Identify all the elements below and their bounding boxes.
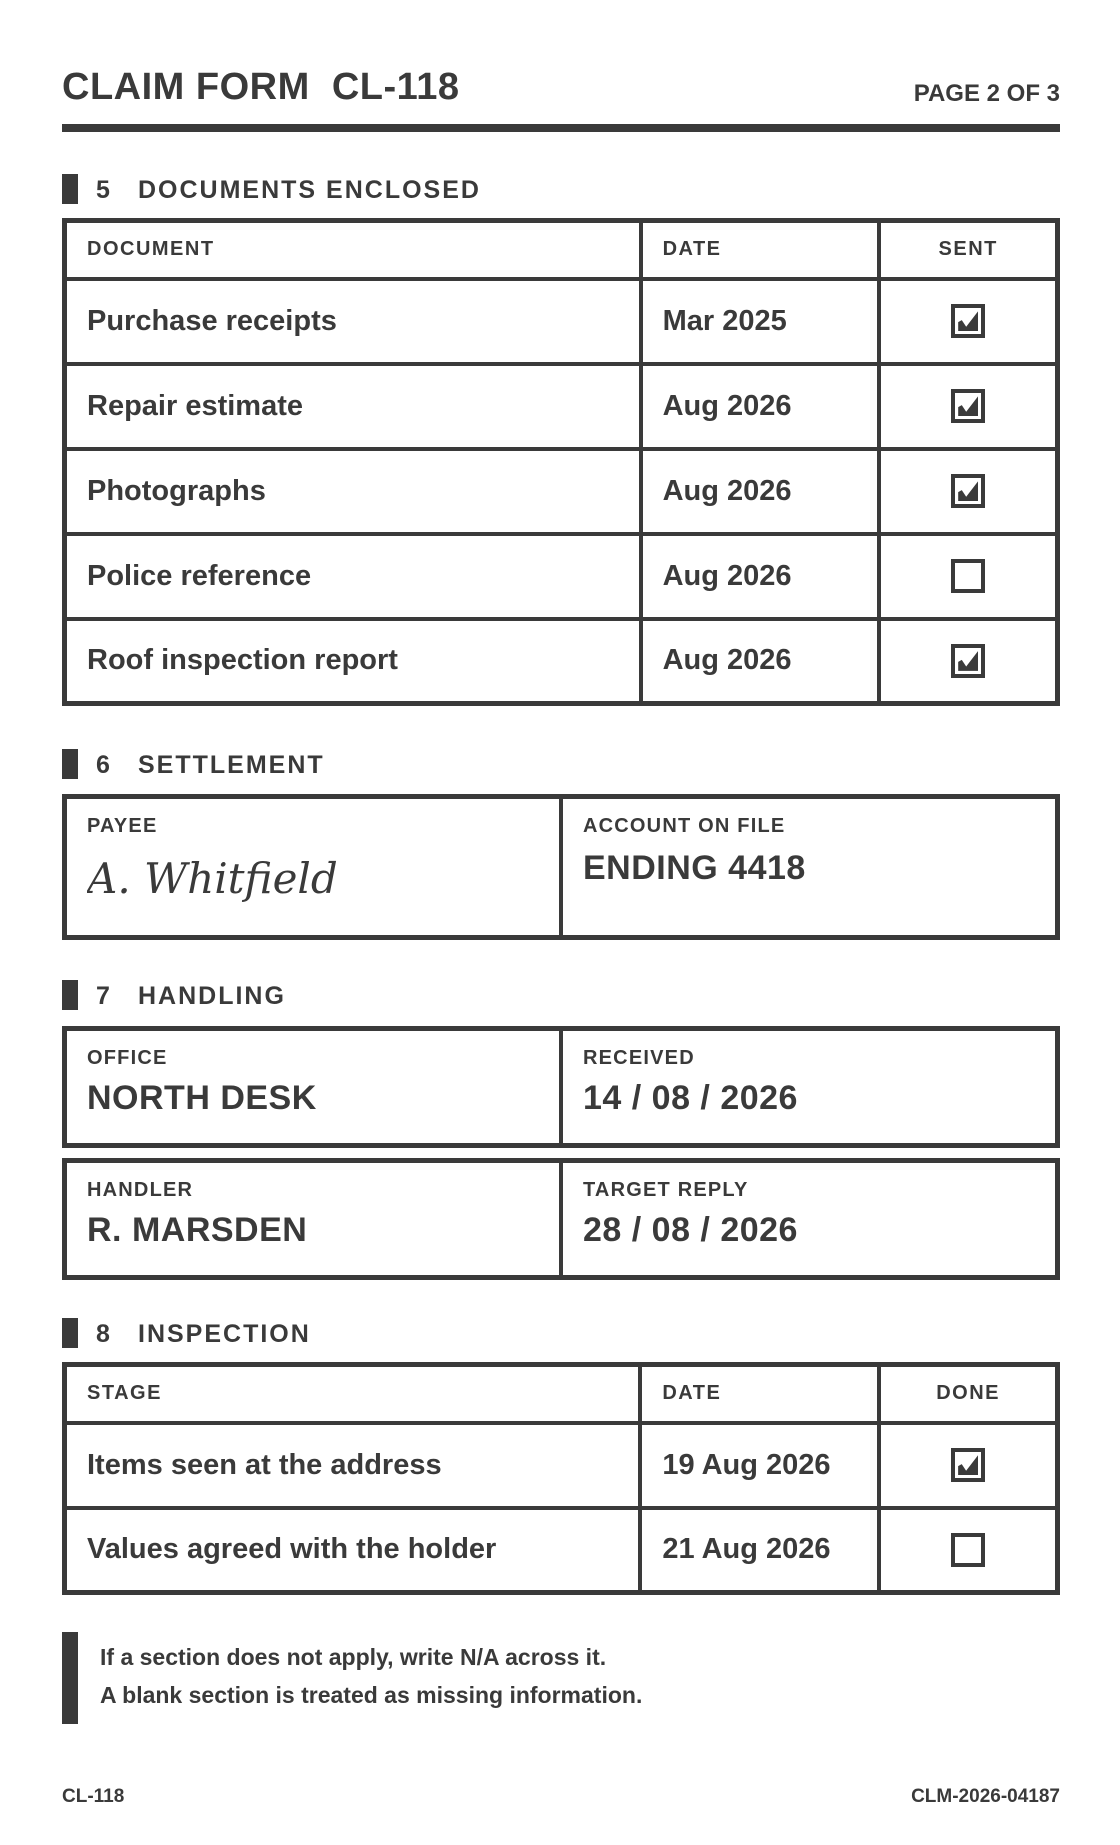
document-name: Repair estimate: [65, 364, 641, 449]
document-date: Aug 2026: [641, 449, 880, 534]
sent-cell: [879, 364, 1057, 449]
section-marker: [62, 749, 78, 779]
note-marker: [62, 1632, 78, 1724]
column-header-sent: SENT: [879, 221, 1057, 279]
section-marker: [62, 980, 78, 1010]
signature-text: A. Whitfield: [87, 854, 338, 903]
document-name: Roof inspection report: [65, 619, 641, 704]
section-8-heading: [62, 1318, 662, 1350]
table-row: [65, 449, 1058, 534]
target-reply-label: TARGET REPLY: [583, 1179, 749, 1201]
column-header-document: DOCUMENT: [65, 221, 641, 279]
section-title: SETTLEMENT: [138, 751, 325, 779]
account-label: ACCOUNT ON FILE: [583, 815, 786, 837]
section-5-heading: [62, 174, 662, 206]
note-line-2: A blank section is treated as missing information.: [100, 1682, 643, 1708]
footer-claim-ref: CLM-2026-04187: [911, 1786, 1060, 1807]
table-row: [65, 1508, 1058, 1593]
done-cell: [879, 1423, 1057, 1508]
document-date: Mar 2025: [641, 279, 880, 364]
column-header-done: DONE: [879, 1365, 1057, 1423]
inspection-table: [62, 1362, 1060, 1595]
done-checkbox[interactable]: [951, 1533, 985, 1567]
document-date: Aug 2026: [641, 364, 880, 449]
documents-table: [62, 218, 1060, 706]
settlement-box: [62, 794, 1060, 940]
handler-value: R. MARSDEN: [87, 1211, 308, 1249]
table-row: [65, 364, 1058, 449]
claim-form-page: [62, 0, 1060, 1845]
column-header-date: DATE: [640, 1365, 879, 1423]
section-title: HANDLING: [138, 982, 286, 1010]
sent-checkbox[interactable]: [951, 389, 985, 423]
sent-checkbox[interactable]: [951, 559, 985, 593]
account-value: ENDING 4418: [583, 849, 806, 887]
section-number: 8: [96, 1320, 111, 1348]
stage-date: 21 Aug 2026: [640, 1508, 879, 1593]
handler-label: HANDLER: [87, 1179, 194, 1201]
form-title: CLAIM FORM CL-118: [62, 66, 460, 108]
section-7-heading: [62, 980, 662, 1012]
payee-cell: [67, 799, 559, 935]
table-row: [65, 619, 1058, 704]
office-cell: [67, 1031, 559, 1143]
handling-box-2: [62, 1158, 1060, 1280]
document-name: Police reference: [65, 534, 641, 619]
table-row: [65, 534, 1058, 619]
target-reply-cell: [563, 1163, 1055, 1275]
section-6-heading: [62, 749, 662, 781]
section-number: 7: [96, 982, 111, 1010]
document-name: Photographs: [65, 449, 641, 534]
sent-cell: [879, 449, 1057, 534]
section-marker: [62, 1318, 78, 1348]
sent-checkbox[interactable]: [951, 474, 985, 508]
form-header: [62, 62, 1060, 132]
office-label: OFFICE: [87, 1047, 168, 1069]
office-value: NORTH DESK: [87, 1079, 317, 1117]
sent-cell: [879, 619, 1057, 704]
sent-checkbox[interactable]: [951, 644, 985, 678]
table-row: [65, 279, 1058, 364]
target-reply-value: 28 / 08 / 2026: [583, 1211, 798, 1249]
done-checkbox[interactable]: [951, 1448, 985, 1482]
document-name: Purchase receipts: [65, 279, 641, 364]
section-title: DOCUMENTS ENCLOSED: [138, 176, 481, 204]
table-header-row: [65, 221, 1058, 279]
stage-name: Values agreed with the holder: [65, 1508, 641, 1593]
instruction-note: [62, 1632, 1060, 1724]
account-cell: [563, 799, 1055, 935]
table-row: [65, 1423, 1058, 1508]
section-marker: [62, 174, 78, 204]
stage-date: 19 Aug 2026: [640, 1423, 879, 1508]
note-line-1: If a section does not apply, write N/A across it.: [100, 1644, 607, 1670]
document-date: Aug 2026: [641, 619, 880, 704]
section-title: INSPECTION: [138, 1320, 311, 1348]
footer-form-code: CL-118: [62, 1786, 125, 1807]
section-number: 6: [96, 751, 111, 779]
sent-checkbox[interactable]: [951, 304, 985, 338]
document-date: Aug 2026: [641, 534, 880, 619]
done-cell: [879, 1508, 1057, 1593]
received-label: RECEIVED: [583, 1047, 695, 1069]
section-number: 5: [96, 176, 111, 204]
column-header-stage: STAGE: [65, 1365, 641, 1423]
received-cell: [563, 1031, 1055, 1143]
table-header-row: [65, 1365, 1058, 1423]
stage-name: Items seen at the address: [65, 1423, 641, 1508]
received-value: 14 / 08 / 2026: [583, 1079, 798, 1117]
payee-signature: [87, 849, 367, 909]
handler-cell: [67, 1163, 559, 1275]
handling-box-1: [62, 1026, 1060, 1148]
page-number: PAGE 2 OF 3: [913, 80, 1060, 107]
column-header-date: DATE: [641, 221, 880, 279]
payee-label: PAYEE: [87, 815, 158, 837]
sent-cell: [879, 279, 1057, 364]
sent-cell: [879, 534, 1057, 619]
